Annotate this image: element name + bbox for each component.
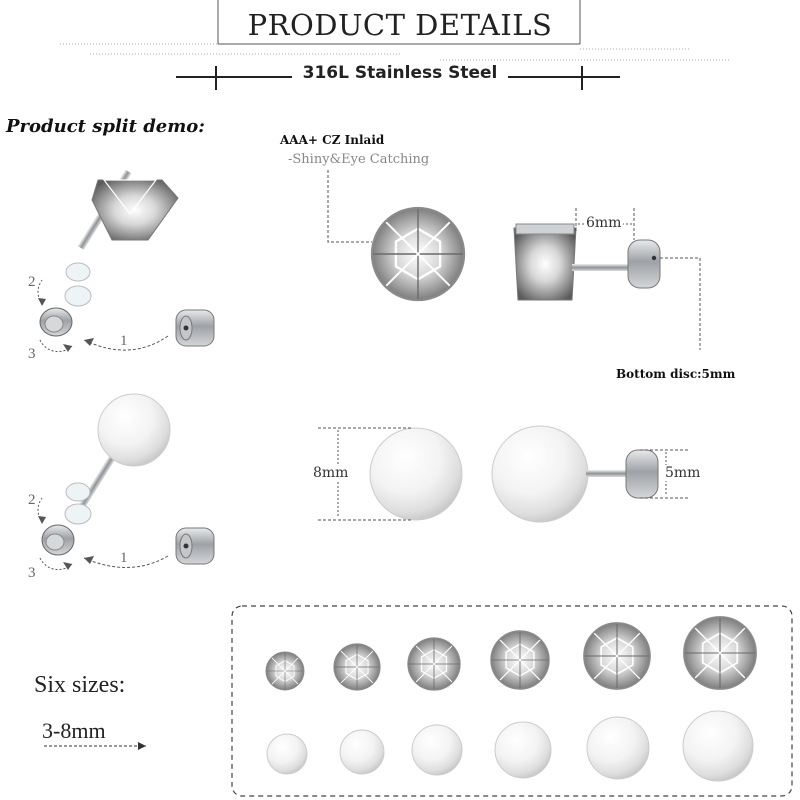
- size-pearl-7mm: [587, 717, 649, 779]
- size-range-label: 3-8mm: [42, 718, 106, 743]
- size-gem-6mm: [491, 631, 549, 689]
- cz-step-3: 3: [28, 346, 36, 362]
- size-gem-7mm: [584, 623, 650, 689]
- cz-front-view: [328, 170, 464, 300]
- size-gem-8mm: [684, 617, 756, 689]
- bottom-disc-label: Bottom disc:5mm: [616, 367, 736, 381]
- cz-step-1: 1: [120, 333, 128, 349]
- disc-size-label: 5mm: [665, 465, 701, 481]
- pearl-step-2: 2: [28, 492, 36, 508]
- stone-size-label: 6mm: [586, 215, 622, 231]
- size-pearl-8mm: [683, 711, 753, 781]
- pearl-size-label: 8mm: [313, 465, 349, 481]
- cz-inlaid-subtitle: -Shiny&Eye Catching: [288, 152, 430, 167]
- pearl-side-view: [492, 426, 690, 522]
- pearl-step-3: 3: [28, 565, 36, 581]
- size-pearl-row: [267, 711, 753, 781]
- size-gem-5mm: [408, 638, 460, 690]
- size-pearl-4mm: [340, 730, 384, 774]
- cz-split-demo: [38, 170, 214, 352]
- page-title: PRODUCT DETAILS: [247, 8, 553, 42]
- size-gem-4mm: [334, 644, 380, 690]
- split-demo-heading: Product split demo:: [6, 116, 205, 137]
- size-gem-row: [266, 617, 756, 690]
- cz-inlaid-label: AAA+ CZ Inlaid: [280, 133, 385, 147]
- size-pearl-5mm: [412, 725, 462, 775]
- size-gem-3mm: [266, 652, 304, 690]
- sizes-box: [44, 606, 792, 796]
- size-pearl-3mm: [267, 734, 307, 774]
- pearl-step-1: 1: [120, 550, 128, 566]
- size-pearl-6mm: [495, 722, 551, 778]
- cz-step-2: 2: [28, 274, 36, 290]
- pearl-split-demo: [38, 394, 214, 570]
- material-label: 316L Stainless Steel: [302, 63, 498, 83]
- six-sizes-heading: Six sizes:: [34, 672, 126, 698]
